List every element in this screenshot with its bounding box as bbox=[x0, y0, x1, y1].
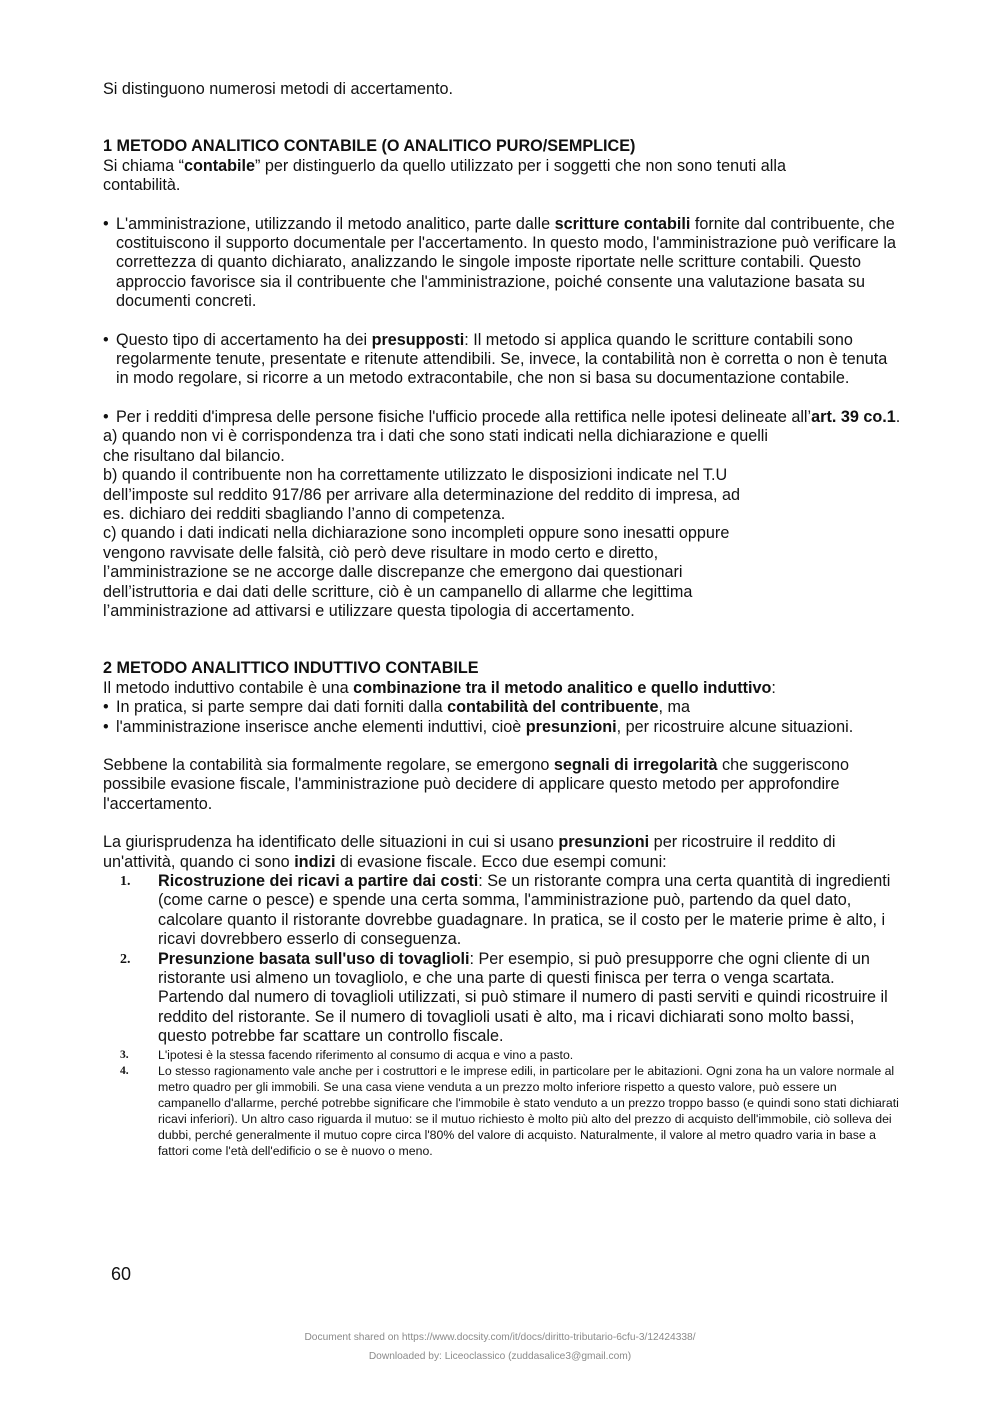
section-1-line: b) quando il contribuente non ha correttamente utilizzato le disposizioni indicate nel T.U bbox=[103, 466, 728, 485]
section-1-line: dell’imposte sul reddito 917/86 per arrivare alla determinazione del reddito di impresa, ad bbox=[103, 485, 741, 504]
section-1-line: l’amministrazione se ne accorge dalle discrepanze che emergono dai questionari bbox=[103, 563, 683, 582]
list-number: 2. bbox=[120, 951, 131, 967]
section-1-line: l’amministrazione ad attivarsi e utilizzare questa tipologia di accertamento. bbox=[103, 601, 635, 620]
section-2-bullet-1: • In pratica, si parte sempre dai dati forniti dalla contabilità del contribuente, ma bbox=[103, 698, 903, 717]
section-2-intro: Il metodo induttivo contabile è una combinazione tra il metodo analitico e quello induttivo: bbox=[103, 678, 776, 697]
section-1-line: c) quando i dati indicati nella dichiarazione sono incompleti oppure sono inesatti oppure bbox=[103, 524, 730, 543]
section-1-line: dell’istruttoria e dai dati delle scritture, ciò è un campanello di allarme che legittima bbox=[103, 582, 693, 601]
intro-text: Si distinguono numerosi metodi di accertamento. bbox=[103, 80, 454, 98]
list-item: 2. Presunzione basata sull'uso di tovaglioli: Per esempio, si può presupporre che ogni cliente di un ristorante usi almeno un tovagliolo, e che una parte di questi finisca per terra o venga scartata. Partendo dal numero di tovaglioli utilizzati, si può stimare il numero di pasti serviti e quindi ricostruire il reddito del ristorante. Se il numero di tovaglioli usati è alto, ma i ricavi dichiarati sono molto bassi, questo potrebbe far scattare un controllo fiscale. bbox=[120, 949, 888, 1046]
section-1-line: a) quando non vi è corrispondenza tra i dati che sono stati indicati nella dichiarazione e quelli bbox=[103, 427, 768, 446]
section-1-intro: Si chiama “contabile” per distinguerlo da quello utilizzato per i soggetti che non sono tenuti alla contabilità. bbox=[103, 156, 786, 195]
section-2-paragraph-jurisprudence: La giurisprudenza ha identificato delle situazioni in cui si usano presunzioni per ricostruire il reddito di un'attività, quando ci sono indizi di evasione fiscale. Ecco due esempi comuni: bbox=[103, 833, 836, 871]
footer-downloaded-by: Downloaded by: Liceoclassico (zuddasalice3@gmail.com) bbox=[368, 1351, 632, 1362]
section-2-paragraph-irregularities: Sebbene la contabilità sia formalmente regolare, se emergono segnali di irregolarità che suggeriscono possibile evasione fiscale, l'amministrazione può decidere di applicare questo metodo per approfondire l'accertamento. bbox=[103, 755, 849, 813]
list-number: 1. bbox=[120, 874, 131, 889]
list-number: 3. bbox=[120, 1048, 129, 1061]
section-1-bullet-3: • Per i redditi d'impresa delle persone fisiche l'ufficio procede alla rettifica nelle ipotesi delineate all’art. 39 co.1. bbox=[103, 408, 903, 427]
section-2-heading: 2 METODO ANALITTICO INDUTTIVO CONTABILE bbox=[103, 659, 479, 678]
section-1-line: vengono ravvisate delle falsità, ciò però deve risultare in modo certo e diretto, bbox=[103, 543, 659, 562]
page-number: 60 bbox=[111, 1264, 132, 1284]
list-item: 3. L'ipotesi è la stessa facendo riferimento al consumo di acqua e vino a pasto. bbox=[120, 1047, 574, 1062]
footer-shared-link: Document shared on https://www.docsity.com/it/docs/diritto-tributario-6cfu-3/12424338/ bbox=[304, 1332, 696, 1343]
section-1-bullet-1: • L'amministrazione, utilizzando il metodo analitico, parte dalle scritture contabili fornite dal contribuente, che costituiscono il supporto documentale per l'accertamento. In questo modo, l'amministrazione può verificare la correttezza di quanto dichiarato, analizzando le singole imposte riportate nelle scritture contabili. Questo approccio favorisce sia il contribuente che l'amministrazione, poiché consente una valutazione basata su documenti concreti. bbox=[103, 215, 903, 312]
document-body bbox=[103, 80, 903, 1159]
section-1-heading: 1 METODO ANALITICO CONTABILE (O ANALITICO PURO/SEMPLICE) bbox=[103, 137, 636, 156]
section-1-line: che risultano dal bilancio. bbox=[103, 446, 285, 465]
section-2-bullet-2: • l'amministrazione inserisce anche elementi induttivi, cioè presunzioni, per ricostruire alcune situazioni. bbox=[103, 718, 903, 737]
list-item: 4. Lo stesso ragionamento vale anche per i costruttori e le imprese edili, in particolare per le abitazioni. Ogni zona ha un valore normale al metro quadro per gli immobili. Se una casa viene venduta a un prezzo molto inferiore rispetto a questo valore, può essere un campanello d'allarme, perché potrebbe significare che l'immobile è stato venduto a un prezzo troppo basso (e quindi sono stati dichiarati ricavi inferiori). Un altro caso riguarda il mutuo: se il mutuo richiesto è molto più alto del prezzo di acquisto dell'immobile, ciò solleva dei dubbi, perché generalmente il mutuo copre circa l'80% del valore di acquisto. Naturalmente, il valore al metro quadro varia in base a fattori come l'età dell'edificio o se è nuovo o meno. bbox=[120, 1063, 899, 1159]
section-1-bullet-2: • Questo tipo di accertamento ha dei presupposti: Il metodo si applica quando le scritture contabili sono regolarmente tenute, presentate e ritenute attendibili. Se, invece, la contabilità non è corretta o non è tenuta in modo regolare, si ricorre a un metodo extracontabile, che non si basa su documentazione contabile. bbox=[103, 331, 903, 389]
examples-list bbox=[120, 872, 903, 1159]
list-item: 1. Ricostruzione dei ricavi a partire dai costi: Se un ristorante compra una certa quantità di ingredienti (come carne o pesce) e spende una certa somma, l'amministrazione può, partendo da quel dato, calcolare quanto il ristorante dovrebbe guadagnare. In pratica, se il costo per le materie prime è alto, i ricavi dovrebbero esserlo di conseguenza. bbox=[120, 872, 891, 949]
section-1-line: es. dichiaro dei redditi sbagliando l’anno di competenza. bbox=[103, 504, 506, 523]
list-number: 4. bbox=[120, 1064, 129, 1077]
